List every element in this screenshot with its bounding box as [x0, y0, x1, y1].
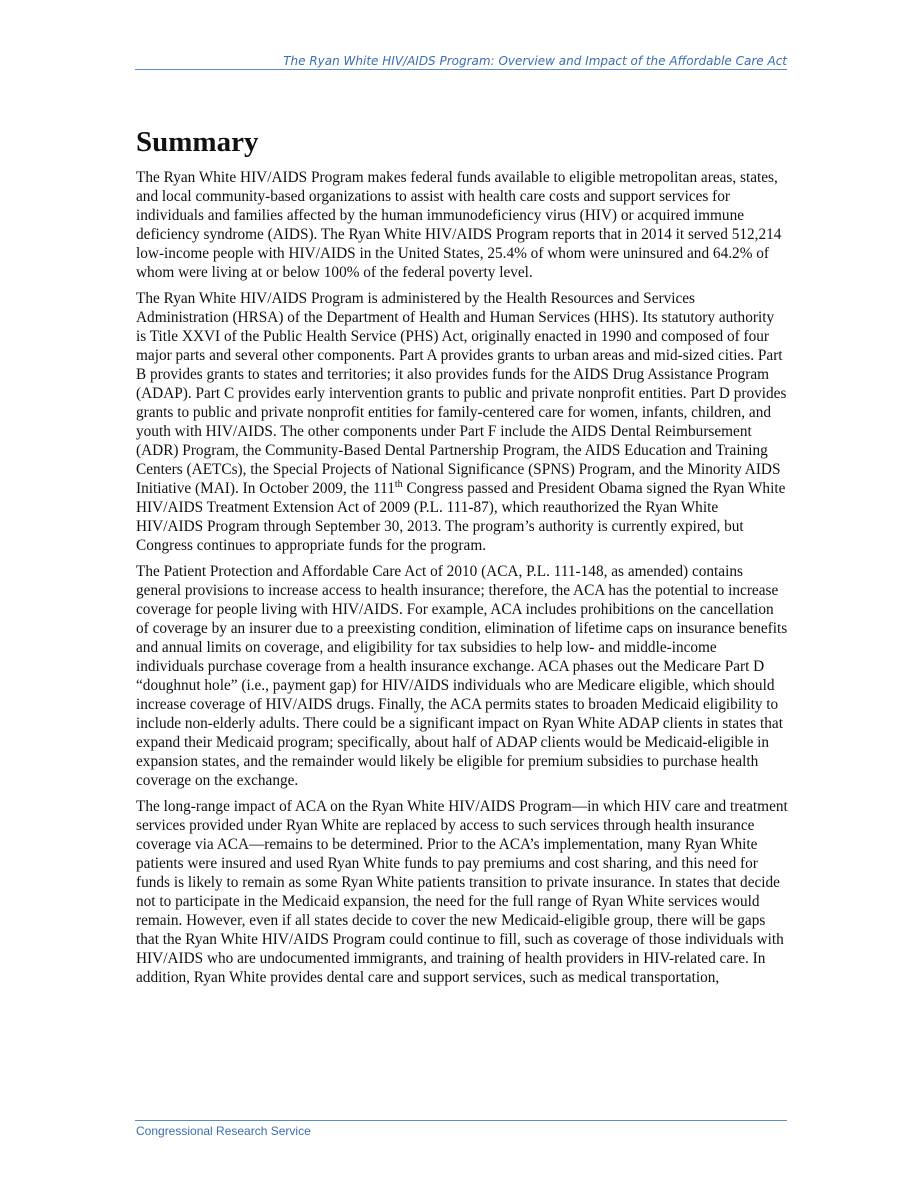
section-title: Summary	[136, 126, 259, 158]
paragraph-administration-text-cont: Congress passed and President Obama signed the Ryan White HIV/AIDS Treatment Extension Act of 2009 (P.L. 111-87), which reauthorized the Ryan White HIV/AIDS Program through September 30, 2013. The program’s authority is currently expired, but Congress continues to appropriate funds for the program.	[136, 480, 786, 554]
ordinal-suffix: th	[394, 478, 403, 490]
footer-divider	[135, 1120, 787, 1121]
page-content	[136, 122, 788, 994]
running-footer: Congressional Research Service	[136, 1124, 311, 1138]
paragraph-administration	[136, 289, 788, 555]
paragraph-aca-provisions: The Patient Protection and Affordable Care Act of 2010 (ACA, P.L. 111-148, as amended) contains general provisions to increase access to health insurance; therefore, the ACA has the potential to increase coverage for people living with HIV/AIDS. For example, ACA includes prohibitions on the cancellation of coverage by an insurer due to a preexisting condition, elimination of lifetime caps on insurance benefits and annual limits on coverage, and eligibility for tax subsidies to help low- and middle-income individuals purchase coverage from a health insurance exchange. ACA phases out the Medicare Part D “doughnut hole” (i.e., payment gap) for HIV/AIDS individuals who are Medicare eligible, which should increase coverage of HIV/AIDS drugs. Finally, the ACA permits states to broaden Medicaid eligibility to include non-elderly adults. There could be a significant impact on Ryan White ADAP clients in states that expand their Medicaid program; specifically, about half of ADAP clients would be Medicaid-eligible in expansion states, and the remainder would likely be eligible for premium subsidies to purchase health coverage on the exchange.	[136, 563, 788, 789]
header-divider	[135, 69, 787, 70]
paragraph-overview: The Ryan White HIV/AIDS Program makes federal funds available to eligible metropolitan areas, states, and local community-based organizations to assist with health care costs and support services for individuals and families affected by the human immunodeficiency virus (HIV) or acquired immune deficiency syndrome (AIDS). The Ryan White HIV/AIDS Program reports that in 2014 it served 512,214 low-income people with HIV/AIDS in the United States, 25.4% of whom were uninsured and 64.2% of whom were living at or below 100% of the federal poverty level.	[136, 169, 782, 281]
paragraph-administration-text: The Ryan White HIV/AIDS Program is administered by the Health Resources and Services Administration (HRSA) of the Department of Health and Human Services (HHS). Its statutory authority is Title XXVI of the Public Health Service (PHS) Act, originally enacted in 1990 and composed of four major parts and several other components. Part A provides grants to urban areas and mid-sized cities. Part B provides grants to states and territories; it also provides funds for the AIDS Drug Assistance Program (ADAP). Part C provides early intervention grants to public and private nonprofit entities. Part D provides grants to public and private nonprofit entities for family-centered care for women, infants, children, and youth with HIV/AIDS. The other components under Part F include the AIDS Dental Reimbursement (ADR) Program, the Community-Based Dental Partnership Program, the AIDS Education and Training Centers (AETCs), the Special Projects of National Significance (SPNS) Program, and the Minority AIDS Initiative (MAI). In October 2009, the 111	[136, 290, 787, 497]
paragraph-long-range-impact: The long-range impact of ACA on the Ryan White HIV/AIDS Program—in which HIV care and treatment services provided under Ryan White are replaced by access to such services through health insurance coverage via ACA—remains to be determined. Prior to the ACA’s implementation, many Ryan White patients were insured and used Ryan White funds to pay premiums and cost sharing, and this need for funds is likely to remain as some Ryan White patients transition to private insurance. In states that decide not to participate in the Medicaid expansion, the need for the full range of Ryan White services would remain. However, even if all states decide to cover the new Medicaid-eligible group, there will be gaps that the Ryan White HIV/AIDS Program could continue to fill, such as coverage of those individuals with HIV/AIDS who are undocumented immigrants, and training of health providers in HIV-related care. In addition, Ryan White provides dental care and support services, such as medical transportation,	[136, 798, 788, 986]
running-header: The Ryan White HIV/AIDS Program: Overview and Impact of the Affordable Care Act	[283, 54, 787, 68]
